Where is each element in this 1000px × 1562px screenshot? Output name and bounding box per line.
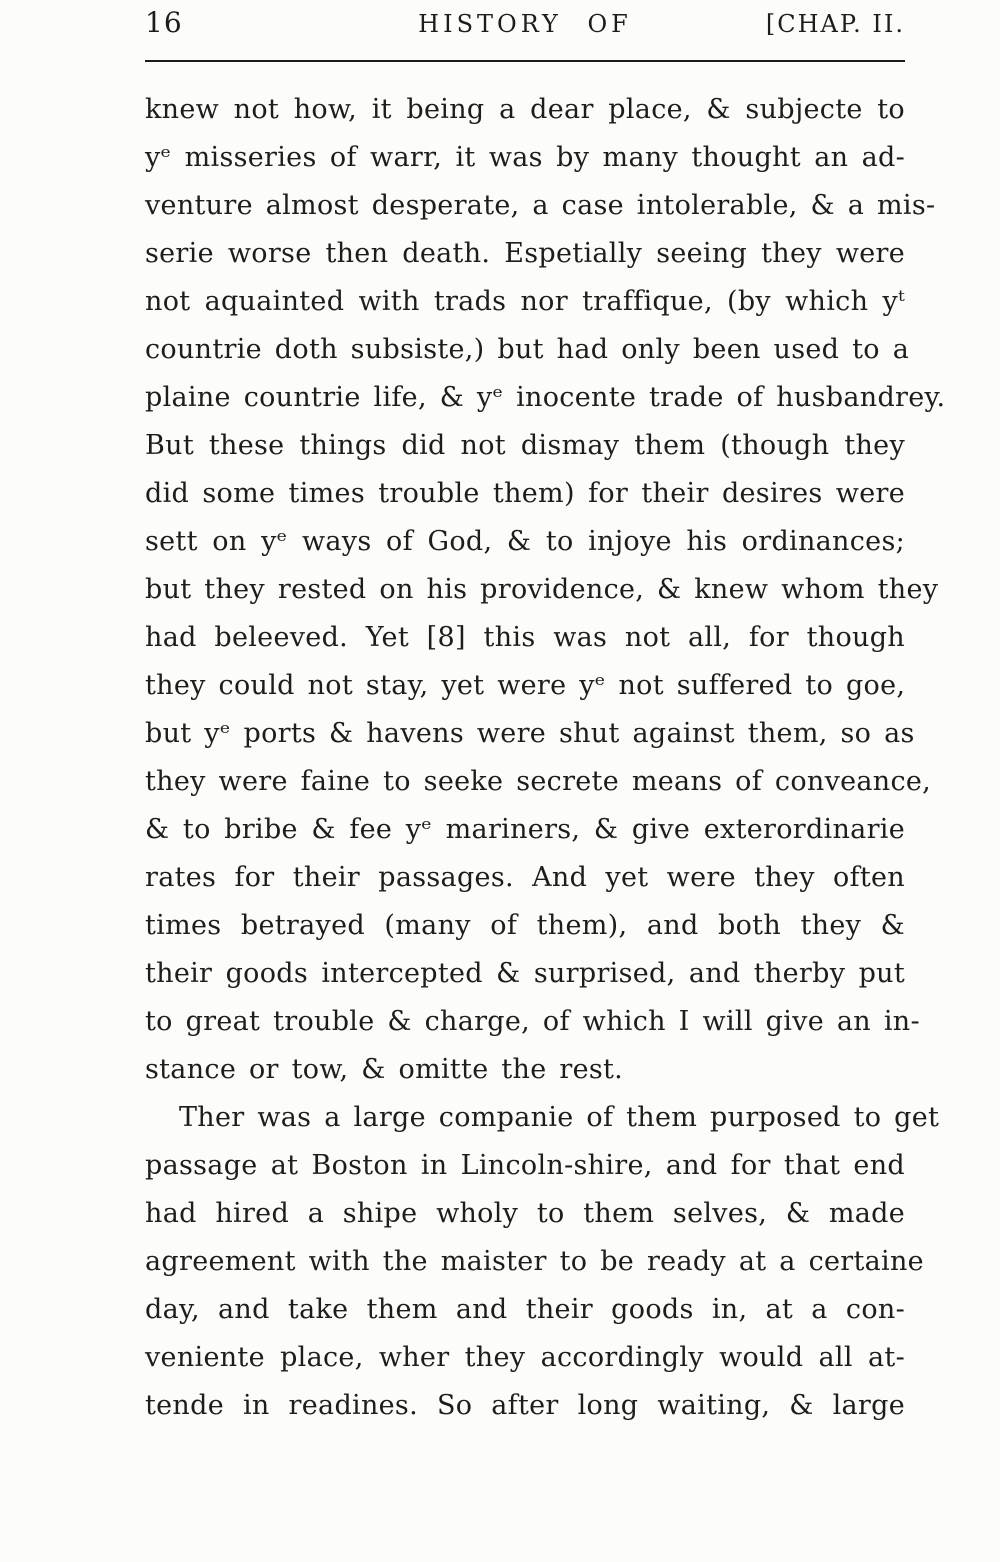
text-line: they could not stay, yet were yᵉ not suffered to goe, bbox=[145, 670, 906, 701]
text-line: But these things did not dismay them (though they bbox=[145, 430, 905, 461]
text-line: agreement with the maister to be ready at a certaine bbox=[145, 1246, 924, 1277]
text-line: rates for their passages. And yet were they often bbox=[145, 862, 905, 893]
text-line: serie worse then death. Espetially seeing they were bbox=[145, 238, 905, 269]
text-line: had hired a shipe wholy to them selves, & made bbox=[145, 1198, 905, 1229]
text-line: their goods intercepted & surprised, and therby put bbox=[145, 958, 905, 989]
paragraph bbox=[145, 86, 946, 1094]
text-line: Ther was a large companie of them purposed to get bbox=[179, 1102, 940, 1133]
text-line: but they rested on his providence, & knew whom they bbox=[145, 574, 939, 605]
running-head bbox=[145, 6, 905, 39]
text-line: sett on yᵉ ways of God, & to injoye his ordinances; bbox=[145, 526, 905, 557]
paragraph bbox=[145, 1094, 940, 1430]
text-body bbox=[145, 86, 946, 1430]
text-line: & to bribe & fee yᵉ mariners, & give exterordinarie bbox=[145, 814, 905, 845]
text-line: passage at Boston in Lincoln-shire, and for that end bbox=[145, 1150, 905, 1181]
text-line: had beleeved. Yet [8] this was not all, for though bbox=[145, 622, 905, 653]
text-line: not aquainted with trads nor traffique, (by which yᵗ bbox=[145, 286, 905, 317]
text-line: yᵉ misseries of warr, it was by many thought an ad- bbox=[145, 142, 905, 173]
text-line: times betrayed (many of them), and both they & bbox=[145, 910, 905, 941]
text-line: stance or tow, & omitte the rest. bbox=[145, 1054, 624, 1085]
text-line: veniente place, wher they accordingly would all at- bbox=[145, 1342, 905, 1373]
text-line: day, and take them and their goods in, at a con- bbox=[145, 1294, 905, 1325]
header-rule bbox=[145, 60, 905, 62]
text-line: to great trouble & charge, of which I will give an in- bbox=[145, 1006, 920, 1037]
text-line: venture almost desperate, a case intolerable, & a mis- bbox=[145, 190, 936, 221]
text-line: did some times trouble them) for their desires were bbox=[145, 478, 905, 509]
page-number: 16 bbox=[145, 6, 183, 39]
text-line: they were faine to seeke secrete means of conveance, bbox=[145, 766, 932, 797]
text-line: tende in readines. So after long waiting, & large bbox=[145, 1390, 905, 1421]
text-line: countrie doth subsiste,) but had only been used to a bbox=[145, 334, 910, 365]
header-title: HISTORY OF bbox=[418, 10, 632, 38]
text-line: plaine countrie life, & yᵉ inocente trade of husbandrey. bbox=[145, 382, 946, 413]
text-line: but yᵉ ports & havens were shut against them, so as bbox=[145, 718, 915, 749]
chapter-label: [CHAP. II. bbox=[765, 10, 905, 38]
text-line: knew not how, it being a dear place, & subjecte to bbox=[145, 94, 905, 125]
